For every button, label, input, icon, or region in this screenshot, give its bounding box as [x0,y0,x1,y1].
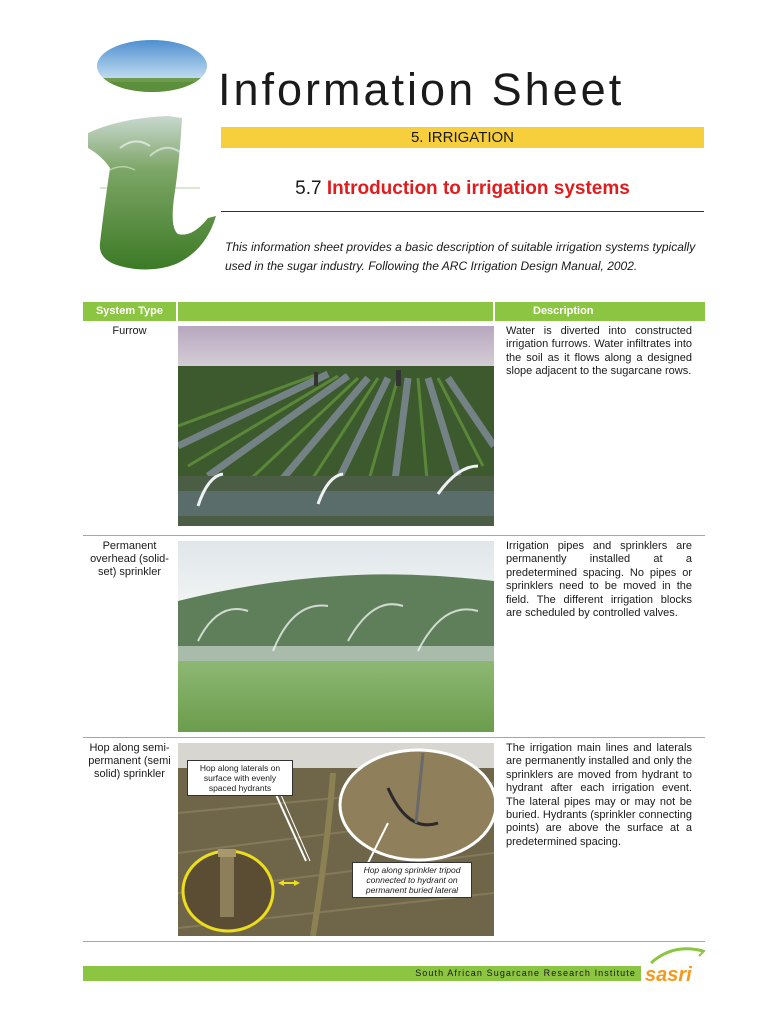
row-divider [83,535,705,536]
page-subtitle [221,178,704,200]
row-divider [83,737,705,738]
row-desc-permanent-overhead: Irrigation pipes and sprinklers are permanently installed at a predetermined spacing. No pipes or sprinklers need to be moved in the field. The different irrigation blocks are scheduled by controlled valves. [506,540,692,620]
callout-tripod: Hop along sprinkler tripod connected to hydrant on permanent buried lateral [352,862,472,898]
section-banner: 5. IRRIGATION [221,127,704,148]
subtitle-number: 5.7 [295,178,322,199]
row-type-hop-along: Hop along semi-permanent (semi solid) sprinkler [88,742,171,780]
callout-laterals: Hop along laterals on surface with evenly spaced hydrants [187,760,293,796]
table-header [83,302,705,321]
row-type-furrow: Furrow [112,325,147,337]
header-system-type: System Type [83,302,176,321]
furrow-photo [178,326,494,526]
sasri-logo-text: sasri [645,964,692,985]
row-desc-furrow: Water is diverted into constructed irrigation furrows. Water infiltrates into the soil as it flows along a designed slope adjacent to the sugarcane rows. [506,325,692,378]
subtitle-text: Introduction to irrigation systems [326,178,630,199]
header-description: Description [495,302,705,321]
row-divider [83,941,705,942]
page-title: Information Sheet [218,64,625,115]
intro-paragraph: This information sheet provides a basic description of suitable irrigation systems typically used in the sugar industry. Following the ARC Irrigation Design Manual, 2002. [225,240,696,273]
footer-institute: South African Sugarcane Research Institute [415,968,636,978]
subtitle-divider [221,211,704,212]
row-desc-hop-along: The irrigation main lines and laterals are permanently installed and only the sprinklers are moved from hydrant to hydrant after each irrigation event. The lateral pipes may or may not be buried. Hydrants (sprinkler connecting points) are above the surface at a predetermined spacing. [506,742,692,848]
permanent-sprinkler-photo [178,541,494,732]
information-i-logo [80,38,220,270]
sasri-logo [643,945,707,985]
header-image-column [178,302,493,321]
row-type-permanent-overhead: Permanent overhead (solid-set) sprinkler [90,540,169,578]
